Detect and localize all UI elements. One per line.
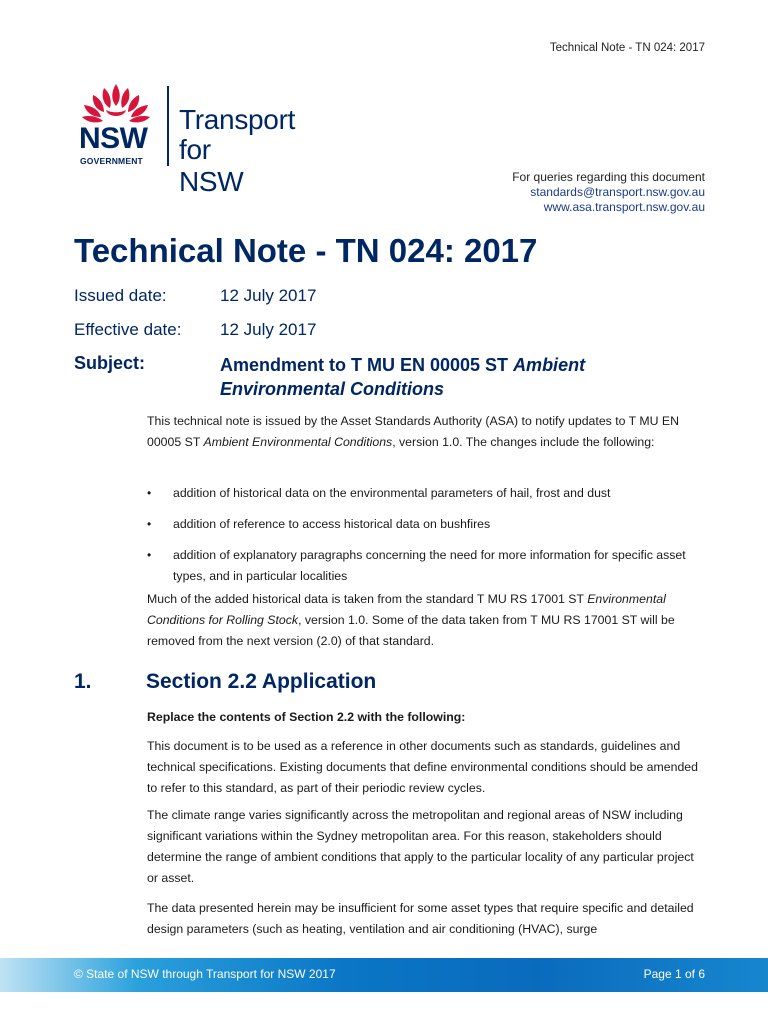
effective-date-row bbox=[74, 320, 316, 340]
section-number: 1. bbox=[74, 670, 92, 693]
list-item-text: addition of historical data on the environmental parameters of hail, frost and dust bbox=[173, 486, 611, 500]
footer-copyright: © State of NSW through Transport for NSW 2017 bbox=[74, 967, 336, 981]
government-wordmark: GOVERNMENT bbox=[80, 156, 143, 166]
section-title: Section 2.2 Application bbox=[146, 670, 377, 693]
effective-date-label: Effective date: bbox=[74, 320, 182, 339]
list-item bbox=[147, 483, 707, 504]
bullet-icon: • bbox=[147, 486, 152, 500]
footer-page-number: Page 1 of 6 bbox=[643, 967, 705, 981]
intro-italic: Ambient Environmental Conditions bbox=[203, 435, 393, 449]
list-item-text: addition of reference to access historical data on bushfires bbox=[173, 517, 491, 531]
intro-paragraph bbox=[147, 411, 707, 453]
email-link[interactable]: standards@transport.nsw.gov.au bbox=[530, 185, 705, 199]
issued-date-label: Issued date: bbox=[74, 286, 167, 305]
list-item bbox=[147, 514, 707, 535]
list-item bbox=[147, 545, 707, 587]
list-item-text: addition of explanatory paragraphs concerning the need for more information for specific asset types, and in particular localities bbox=[173, 548, 686, 583]
bullet-icon: • bbox=[147, 548, 152, 562]
issued-date-row bbox=[74, 286, 316, 306]
application-paragraph-3: The data presented herein may be insufficient for some asset types that require specific and detailed design parameters (such as heating, ventilation and air conditioning (HVAC), surge bbox=[147, 901, 694, 936]
page-footer bbox=[0, 958, 768, 992]
subject-text bbox=[220, 353, 680, 401]
queries-contact bbox=[512, 170, 705, 215]
after-bullets-italic: Environmental Conditions for Rolling Stock bbox=[147, 592, 666, 627]
intro-part1: This technical note is issued by the Asset Standards Authority (ASA) to notify updates to T MU EN 00005 ST bbox=[147, 414, 679, 449]
replace-instruction: Replace the contents of Section 2.2 with the following: bbox=[147, 710, 466, 724]
application-paragraph-1: This document is to be used as a reference in other documents such as standards, guidelines and technical specifications. Existing documents that define environmental conditions should be amended to refer to this standard, as part of their periodic review cycles. bbox=[147, 739, 698, 795]
after-bullets-part1: Much of the added historical data is taken from the standard T MU RS 17001 ST bbox=[147, 592, 588, 606]
intro-part2: , version 1.0. The changes include the following: bbox=[392, 435, 655, 449]
queries-label: For queries regarding this document bbox=[512, 170, 705, 184]
logo-divider bbox=[167, 86, 169, 166]
nsw-wordmark: NSW bbox=[79, 122, 148, 155]
subject-label: Subject: bbox=[74, 353, 146, 373]
website-link[interactable]: www.asa.transport.nsw.gov.au bbox=[543, 200, 705, 214]
subject-text-plain: Amendment to T MU EN 00005 ST bbox=[220, 355, 514, 375]
waratah-icon bbox=[76, 80, 156, 128]
document-title: Technical Note - TN 024: 2017 bbox=[74, 232, 538, 269]
rolling-stock-paragraph bbox=[147, 589, 707, 652]
transport-wordmark-line2: for NSW bbox=[179, 134, 244, 197]
bullet-icon: • bbox=[147, 517, 152, 531]
effective-date-value: 12 July 2017 bbox=[220, 320, 317, 339]
subject-text-italic: Ambient Environmental Conditions bbox=[220, 355, 586, 399]
header-doc-ref: Technical Note - TN 024: 2017 bbox=[549, 42, 705, 54]
after-bullets-part2: , version 1.0. Some of the data taken from T MU RS 17001 ST will be removed from the next version (2.0) of that standard. bbox=[147, 613, 675, 648]
issued-date-value: 12 July 2017 bbox=[220, 286, 317, 305]
application-paragraph-2: The climate range varies significantly across the metropolitan and regional areas of NSW including significant variations within the Sydney metropolitan area. For this reason, stakeholders should determine the range of ambient conditions that apply to the particular locality of any particular project or asset. bbox=[147, 808, 694, 885]
changes-list bbox=[147, 483, 707, 597]
transport-wordmark-line1: Transport bbox=[179, 104, 296, 135]
